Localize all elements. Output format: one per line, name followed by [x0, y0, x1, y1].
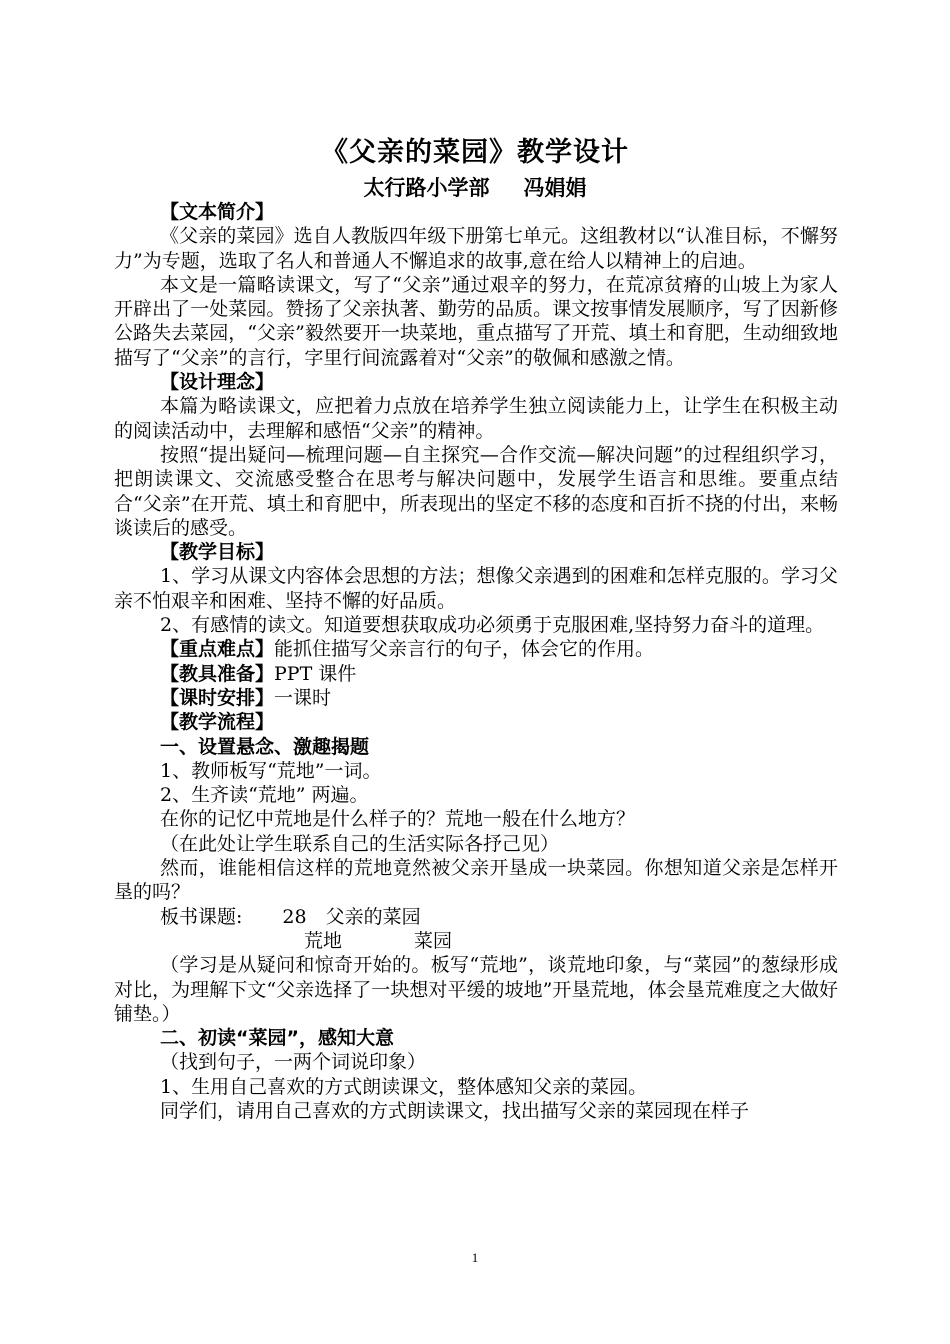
paragraph: 1、生用自己喜欢的方式朗读课文，整体感知父亲的菜园。: [160, 1075, 648, 1098]
document-body: [114, 200, 838, 1123]
paragraph: 1、教师板写“荒地”一词。: [160, 759, 382, 782]
section-heading-intro: 【文本简介】: [160, 201, 275, 223]
author-school: 太行路小学部: [363, 176, 490, 200]
time-text: 一课时: [274, 686, 332, 709]
paragraph: 本篇为略读课文，应把着力点放在培养学生独立阅读能力上，让学生在积极主动的阅读活动中，去理解和感悟“父亲”的精神。: [114, 395, 838, 442]
section-heading-flow: 【教学流程】: [160, 711, 275, 734]
document-title: 《父亲的菜园》教学设计: [321, 137, 629, 168]
tools-text: PPT 课件: [274, 662, 357, 685]
step-heading-1: 一、设置悬念、激趣揭题: [160, 735, 370, 758]
time-line: [114, 686, 838, 710]
paragraph: 本文是一篇略读课文，写了“父亲”通过艰辛的努力，在荒凉贫瘠的山坡上为家人开辟出了一处菜园。赞扬了父亲执著、勤劳的品质。课文按事情发展顺序，写了因新修公路失去菜园，“父亲”毅然要开一块菜地，重点描写了开荒、填土和育肥，生动细致地描写了“父亲”的言行，字里行间流露着对“父亲”的敬佩和感激之情。: [114, 273, 838, 369]
section-heading-time: 【课时安排】: [160, 686, 275, 709]
paragraph: 2、有感情的读文。知道要想获取成功必须勇于克服困难,坚持努力奋斗的道理。: [160, 614, 825, 637]
section-heading-goals: 【教学目标】: [160, 541, 275, 564]
paragraph: 在你的记忆中荒地是什么样子的？荒地一般在什么地方？: [160, 808, 636, 831]
section-heading-concept: 【设计理念】: [160, 371, 275, 394]
board-label: 板书课题:: [160, 905, 243, 928]
author-line: [0, 172, 950, 202]
paragraph: 然而，谁能相信这样的荒地竟然被父亲开垦成一块菜园。你想知道父亲是怎样开垦的吗？: [114, 857, 838, 904]
paragraph: （找到句子，一两个词说印象）: [160, 1051, 427, 1074]
section-heading-tools: 【教具准备】: [160, 662, 275, 685]
board-words-line: [114, 929, 838, 953]
step-heading-2: 二、初读“菜园”，感知大意: [160, 1027, 394, 1050]
paragraph: 2、生齐读“荒地” 两遍。: [160, 784, 369, 807]
paragraph: 按照“提出疑问—梳理问题—自主探究—合作交流—解决问题”的过程组织学习，把朗读课文、交流感受整合在思考与解决问题中，发展学生语言和思维。要重点结合“父亲”在开荒、填土和育肥中，所表现出的坚定不移的态度和百折不挠的付出，来畅谈读后的感受。: [114, 443, 838, 539]
author-name: 冯娟娟: [523, 176, 587, 200]
paragraph: 同学们，请用自己喜欢的方式朗读课文，找出描写父亲的菜园现在样子: [160, 1099, 750, 1122]
paragraph: 《父亲的菜园》选自人教版四年级下册第七单元。这组教材以“认准目标，不懈努力”为专题，选取了名人和普通人不懈追求的故事,意在给人以精神上的启迪。: [114, 225, 838, 272]
paragraph: 1、学习从课文内容体会思想的方法；想像父亲遇到的困难和怎样克服的。学习父亲不怕艰辛和困难、坚持不懈的好品质。: [114, 565, 838, 612]
board-title-line: [114, 905, 838, 929]
key-points-text: 能抓住描写父亲言行的句子，体会它的作用。: [274, 638, 655, 661]
board-word-left: 荒地: [304, 929, 343, 952]
section-heading-key: 【重点难点】: [160, 638, 275, 661]
paragraph: （学习是从疑问和惊奇开始的。板写“荒地”，谈荒地印象，与“菜园”的葱绿形成对比，为理解下文“父亲选择了一块想对平缓的坡地”开垦荒地，体会垦荒难度之大做好铺垫。）: [114, 954, 838, 1025]
board-word-right: 菜园: [414, 929, 453, 952]
tools-line: [114, 662, 838, 686]
page-number: 1: [471, 1250, 479, 1265]
board-title: 28 父亲的菜园: [282, 905, 421, 928]
key-points-line: [114, 637, 838, 661]
paragraph: （在此处让学生联系自己的生活实际各抒己见）: [160, 832, 560, 855]
